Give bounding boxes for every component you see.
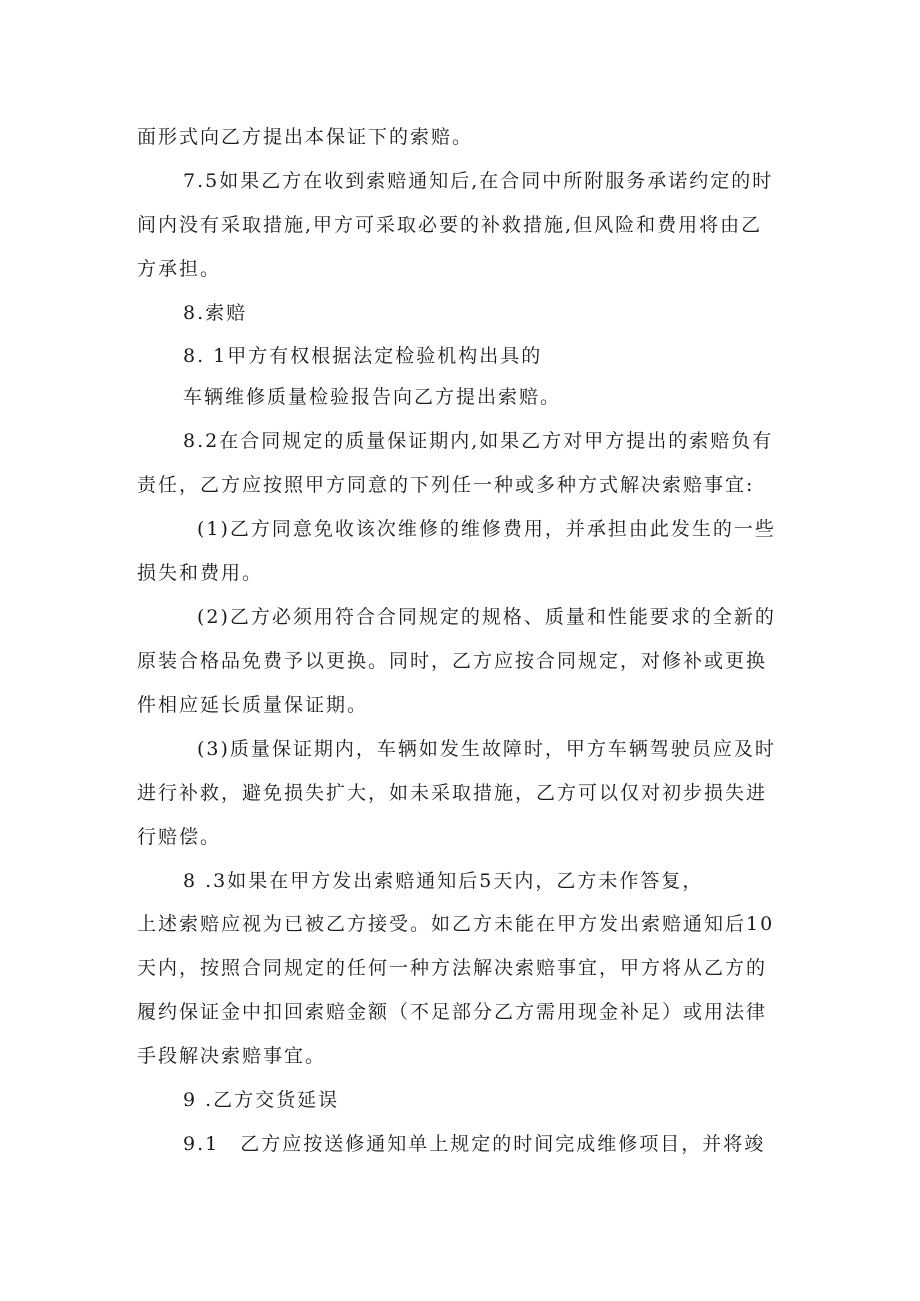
text-line: 8. 1甲方有权根据法定检验机构出具的 [183,345,543,367]
list-item-text: (1)乙方同意免收该次维修的维修费用，并承担由此发生的一些 [197,518,776,540]
list-item-text: 损失和费用。 [137,562,264,584]
text-line: 履约保证金中扣回索赔金额（不足部分乙方需用现金补足）或用法律 [137,1001,768,1023]
text-line: 8.2在合同规定的质量保证期内,如果乙方对甲方提出的索赔负有 [183,430,774,452]
list-item-text: (3)质量保证期内，车辆如发生故障时，甲方车辆驾驶员应及时 [197,738,776,760]
text-line: 方承担。 [137,258,222,280]
text-line: 责任，乙方应按照甲方同意的下列任一种或多种方式解决索赔事宜: [137,474,755,496]
list-item-text: 原装合格品免费予以更换。同时，乙方应按合同规定，对修补或更换 [137,650,768,672]
text-line: 面形式向乙方提出本保证下的索赔。 [137,126,474,148]
text-line: 7.5如果乙方在收到索赔通知后,在合同中所附服务承诺约定的时 [183,170,774,192]
text-line: 上述索赔应视为已被乙方接受。如乙方未能在甲方发出索赔通知后10 [137,913,775,935]
text-line: 手段解决索赔事宜。 [137,1045,327,1067]
section-heading: 9 .乙方交货延误 [183,1089,340,1111]
section-heading: 8.索赔 [183,302,248,324]
text-line: 8 .3如果在甲方发出索赔通知后5天内，乙方未作答复， [183,870,704,892]
list-item-text: (2)乙方必须用符合合同规定的规格、质量和性能要求的全新的 [197,606,776,628]
text-line: 车辆维修质量检验报告向乙方提出索赔。 [183,386,562,408]
list-item-text: 行赔偿。 [137,826,222,848]
text-line: 间内没有采取措施,甲方可采取必要的补救措施,但风险和费用将由乙 [137,214,763,236]
text-line: 天内，按照合同规定的任何一种方法解决索赔事宜，甲方将从乙方的 [137,957,768,979]
text-line: 9.1 乙方应按送修通知单上规定的时间完成维修项目，并将竣 [183,1133,766,1155]
list-item-text: 进行补救，避免损失扩大，如未采取措施，乙方可以仅对初步损失进 [137,782,768,804]
list-item-text: 件相应延长质量保证期。 [137,694,369,716]
